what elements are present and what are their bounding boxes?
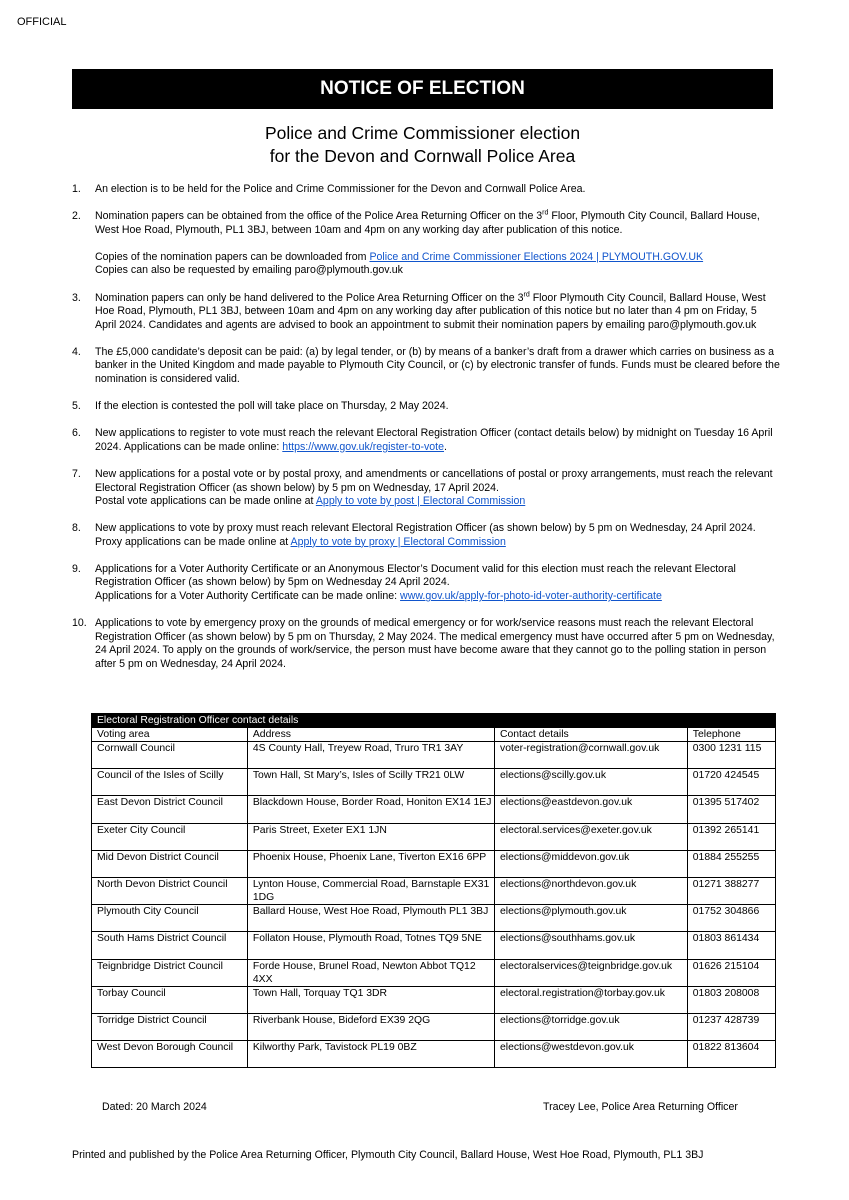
voting-area-cell: South Hams District Council — [92, 932, 248, 959]
item-copies: Copies of the nomination papers can be downloaded from Police and Crime Commissioner Elections 2024 | PLYMOUTH.GOV.UK Copies can also be requested by emailing paro@plymouth.gov.uk — [95, 250, 704, 277]
notice-item-6 — [72, 427, 780, 454]
address-cell: 4S County Hall, Treyew Road, Truro TR1 3AY — [247, 742, 494, 769]
table-row — [92, 932, 776, 959]
table-row — [92, 986, 776, 1013]
telephone-cell: 01803 208008 — [687, 986, 775, 1013]
signatory: Tracey Lee, Police Area Returning Officer — [543, 1101, 738, 1113]
address-cell: Kilworthy Park, Tavistock PL19 0BZ — [247, 1041, 494, 1068]
item-text: Nomination papers can be obtained from the office of the Police Area Returning Officer on the 3rd Floor, Plymouth City Council, Ballard House, West Hoe Road, Plymouth, PL1 3BJ, between 10am and 4pm on any working day after publication of this notice. — [95, 209, 760, 236]
table-row — [92, 1013, 776, 1040]
address-cell: Paris Street, Exeter EX1 1JN — [247, 823, 494, 850]
table-row — [92, 796, 776, 823]
voting-area-cell: Torridge District Council — [92, 1013, 248, 1040]
contact-email-cell: electoral.services@exeter.gov.uk — [495, 823, 688, 850]
notice-item-9 — [72, 563, 780, 604]
voter-authority-link[interactable]: www.gov.uk/apply-for-photo-id-voter-authority-certificate — [400, 590, 662, 603]
dated-line: Dated: 20 March 2024 — [102, 1101, 207, 1113]
item-number: 2. — [72, 210, 81, 223]
item-number: 1. — [72, 183, 81, 195]
table-caption: Electoral Registration Officer contact details — [92, 714, 688, 728]
register-to-vote-link[interactable]: https://www.gov.uk/register-to-vote — [282, 440, 445, 453]
contact-email-cell: electoral.registration@torbay.gov.uk — [495, 986, 688, 1013]
column-header: Voting area — [92, 728, 248, 742]
table-row — [92, 959, 776, 986]
item-text: New applications for a postal vote or by postal proxy, and amendments or cancellations of postal or proxy arrangements, must reach the relevant Electoral Registration Officer (as shown below) by 5 pm on Wednesday, 17 April 2024. Postal vote applications can be made online at Apply to vote by post | Electoral Commission — [95, 467, 773, 508]
address-cell: Town Hall, Torquay TQ1 3DR — [247, 986, 494, 1013]
telephone-cell: 01626 215104 — [687, 959, 775, 986]
telephone-cell: 01271 388277 — [687, 877, 775, 904]
table-row — [92, 877, 776, 904]
contact-email-cell: elections@plymouth.gov.uk — [495, 905, 688, 932]
table-body — [92, 742, 776, 1068]
voting-area-cell: Council of the Isles of Scilly — [92, 769, 248, 796]
address-cell: Follaton House, Plymouth Road, Totnes TQ9 5NE — [247, 932, 494, 959]
telephone-cell: 01392 265141 — [687, 823, 775, 850]
pcc-elections-link[interactable]: Police and Crime Commissioner Elections 2024 | PLYMOUTH.GOV.UK — [369, 250, 704, 263]
table-row — [92, 905, 776, 932]
contact-email-cell: elections@southhams.gov.uk — [495, 932, 688, 959]
notice-item-8 — [72, 522, 780, 549]
item-number: 8. — [72, 522, 81, 535]
contact-email-cell: elections@torridge.gov.uk — [495, 1013, 688, 1040]
address-cell: Lynton House, Commercial Road, Barnstaple EX31 1DG — [247, 877, 494, 904]
table-row — [92, 823, 776, 850]
table-row — [92, 850, 776, 877]
notice-item-1 — [72, 183, 780, 197]
item-text: New applications to vote by proxy must reach relevant Electoral Registration Officer (as shown below) by 5 pm on Wednesday, 24 April 2024. Proxy applications can be made online at Apply to vote by proxy | Electoral Commission — [95, 522, 756, 548]
contact-email-cell: elections@northdevon.gov.uk — [495, 877, 688, 904]
telephone-cell: 0300 1231 115 — [687, 742, 775, 769]
telephone-cell: 01803 861434 — [687, 932, 775, 959]
notice-items — [72, 183, 780, 685]
notice-item-3 — [72, 292, 780, 333]
address-cell: Blackdown House, Border Road, Honiton EX14 1EJ — [247, 796, 494, 823]
contact-email-cell: voter-registration@cornwall.gov.uk — [495, 742, 688, 769]
voting-area-cell: Exeter City Council — [92, 823, 248, 850]
item-text: Applications for a Voter Authority Certificate or an Anonymous Elector’s Document valid for this election must reach the relevant Electoral Registration Officer (as shown below) by 5pm on Wednesday 24 April 2024. Applications for a Voter Authority Certificate can be made online: www.gov.uk/apply-for-photo-id-voter-authority-certificate — [95, 562, 736, 603]
title-line-1: Police and Crime Commissioner election — [264, 123, 581, 143]
column-header: Address — [247, 728, 494, 742]
address-cell: Phoenix House, Phoenix Lane, Tiverton EX16 6PP — [247, 850, 494, 877]
item-text: The £5,000 candidate’s deposit can be paid: (a) by legal tender, or (b) by means of a banker’s draft from a drawer which carries on business as a banker in the United Kingdom and made payable to Plymouth City Council, or (c) by electronic transfer of funds. Funds must be cleared before the nomination is considered valid. — [95, 345, 780, 386]
contact-email-cell: elections@middevon.gov.uk — [495, 850, 688, 877]
notice-item-5 — [72, 400, 780, 414]
voting-area-cell: North Devon District Council — [92, 877, 248, 904]
item-text: New applications to register to vote must reach the relevant Electoral Registration Officer (contact details below) by midnight on Tuesday 16 April 2024. Applications can be made online: https://www.gov.uk/register-to-vote. — [95, 427, 773, 453]
column-header: Contact details — [495, 728, 688, 742]
telephone-cell: 01395 517402 — [687, 796, 775, 823]
column-header: Telephone — [687, 728, 775, 742]
telephone-cell: 01884 255255 — [687, 850, 775, 877]
table-caption-row — [92, 714, 776, 728]
table-row — [92, 769, 776, 796]
address-cell: Forde House, Brunel Road, Newton Abbot TQ12 4XX — [247, 959, 494, 986]
item-number: 7. — [72, 467, 81, 480]
address-cell: Ballard House, West Hoe Road, Plymouth PL1 3BJ — [247, 905, 494, 932]
contact-email-cell: elections@scilly.gov.uk — [495, 769, 688, 796]
item-number: 10. — [72, 617, 87, 630]
contact-email-cell: elections@westdevon.gov.uk — [495, 1041, 688, 1068]
telephone-cell: 01752 304866 — [687, 905, 775, 932]
item-number: 6. — [72, 427, 81, 440]
notice-item-10 — [72, 617, 780, 671]
table-row — [92, 742, 776, 769]
proxy-vote-link[interactable]: Apply to vote by proxy | Electoral Commission — [290, 535, 506, 548]
telephone-cell: 01822 813604 — [687, 1041, 775, 1068]
title-line-2: for the Devon and Cornwall Police Area — [269, 146, 576, 166]
ero-contact-table — [91, 713, 776, 1068]
contact-email-cell: electoralservices@teignbridge.gov.uk — [495, 959, 688, 986]
contact-email-cell: elections@eastdevon.gov.uk — [495, 796, 688, 823]
item-number: 4. — [72, 345, 81, 358]
voting-area-cell: Cornwall Council — [92, 742, 248, 769]
telephone-cell: 01720 424545 — [687, 769, 775, 796]
item-text: Applications to vote by emergency proxy on the grounds of medical emergency or for work/service reasons must reach the relevant Electoral Registration Officer (as shown below) by 5 pm on Thursday, 2 May 2024. The medical emergency must have occurred after 5 pm on Wednesday, 24 April 2024. To apply on the grounds of work/service, the person must have become aware that they cannot go to the polling station in person after 5 pm on Wednesday, 24 April 2024. — [95, 617, 775, 670]
item-number: 9. — [72, 562, 81, 575]
voting-area-cell: Teignbridge District Council — [92, 959, 248, 986]
table-row — [92, 1041, 776, 1068]
voting-area-cell: Torbay Council — [92, 986, 248, 1013]
telephone-cell: 01237 428739 — [687, 1013, 775, 1040]
voting-area-cell: Plymouth City Council — [92, 905, 248, 932]
notice-item-7 — [72, 468, 780, 509]
voting-area-cell: Mid Devon District Council — [92, 850, 248, 877]
address-cell: Town Hall, St Mary’s, Isles of Scilly TR21 0LW — [247, 769, 494, 796]
item-text: If the election is contested the poll will take place on Thursday, 2 May 2024. — [95, 400, 449, 413]
notice-title — [72, 122, 773, 168]
classification-marking: OFFICIAL — [17, 16, 67, 28]
notice-item-2 — [72, 210, 780, 278]
item-text: An election is to be held for the Police and Crime Commissioner for the Devon and Cornwall Police Area. — [95, 183, 586, 195]
postal-vote-link[interactable]: Apply to vote by post | Electoral Commission — [315, 495, 526, 508]
item-number: 3. — [72, 291, 81, 304]
voting-area-cell: West Devon Borough Council — [92, 1041, 248, 1068]
notice-item-4 — [72, 346, 780, 387]
item-text: Nomination papers can only be hand delivered to the Police Area Returning Officer on the 3rd Floor Plymouth City Council, Ballard House, West Hoe Road, Plymouth, PL1 3BJ, between 10am and 4pm on any working day after publication of this notice but no later than 4 pm on Friday, 5 April 2024. Candidates and agents are advised to book an appointment to submit their nomination papers by emailing paro@plymouth.gov.uk — [95, 291, 766, 331]
table-header-row — [92, 728, 776, 742]
voting-area-cell: East Devon District Council — [92, 796, 248, 823]
imprint: Printed and published by the Police Area Returning Officer, Plymouth City Council, Ballard House, West Hoe Road, Plymouth, PL1 3BJ — [72, 1149, 704, 1161]
address-cell: Riverbank House, Bideford EX39 2QG — [247, 1013, 494, 1040]
item-number: 5. — [72, 400, 81, 413]
notice-banner: NOTICE OF ELECTION — [72, 69, 773, 109]
